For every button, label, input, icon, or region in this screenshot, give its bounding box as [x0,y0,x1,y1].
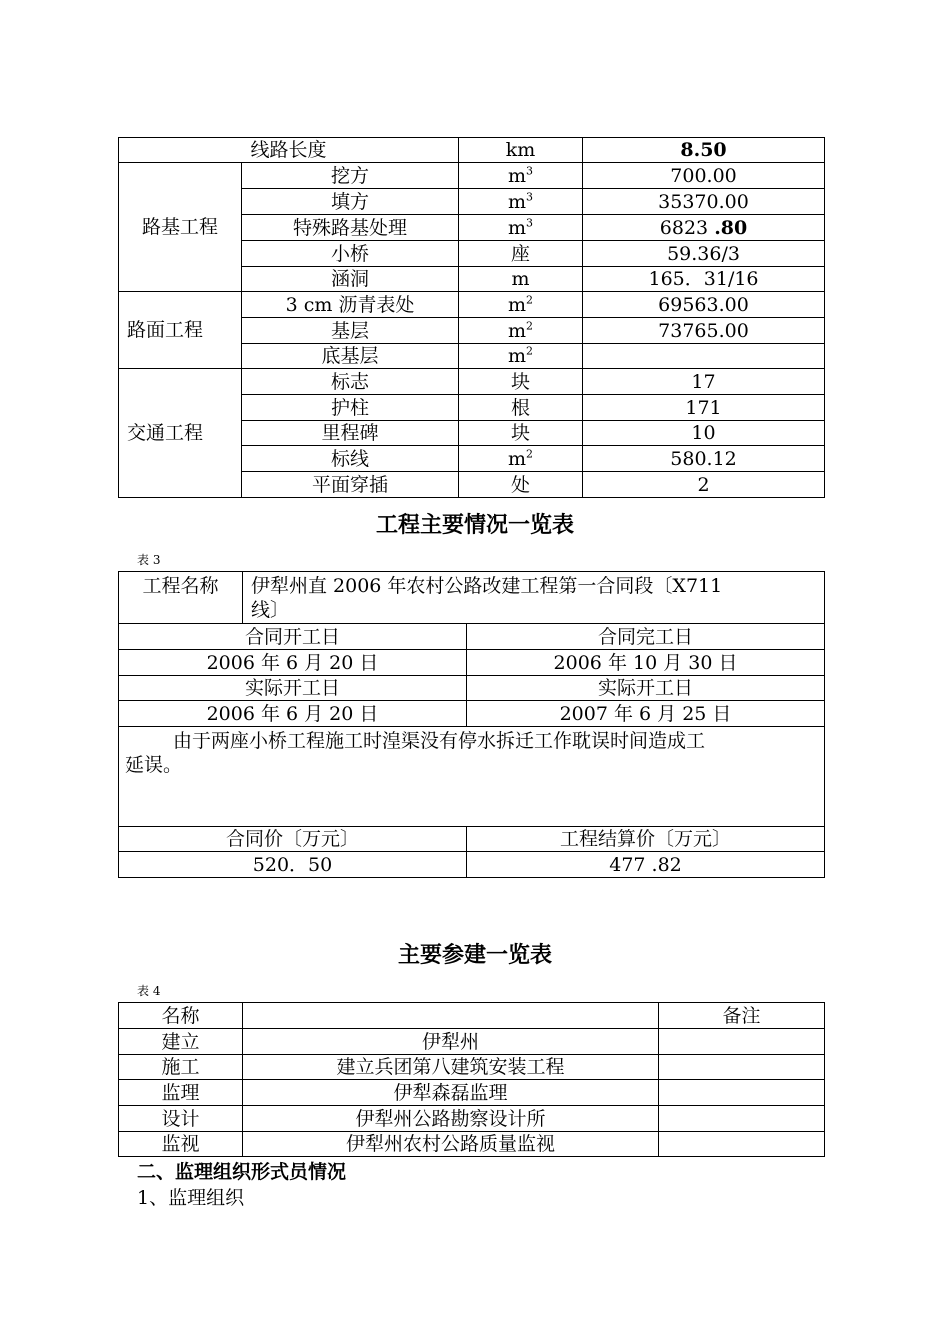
contract-end-value: 2006 年 10 月 30 日 [467,650,825,676]
participant-org: 伊犁森磊监理 [243,1080,659,1106]
project-name-value: 伊犁州直 2006 年农村公路改建工程第一合同段〔X711 线〕 [243,572,825,624]
contract-start-value: 2006 年 6 月 20 日 [119,650,467,676]
actual-start-label: 实际开工日 [119,676,467,701]
contract-end-label: 合同完工日 [467,624,825,650]
item-cell: 底基层 [242,344,459,369]
unit-cell: $m^2$ [459,292,583,318]
participants-table [118,1002,825,1157]
value-cell: 10 [583,421,825,446]
value-cell [583,344,825,369]
item-cell: 基层 [242,318,459,344]
unit-cell: $m^2$ [459,344,583,369]
actual-end-label: 实际开工日 [467,676,825,701]
unit-cell: 根 [459,395,583,421]
participant-remark [659,1029,825,1055]
item-cell: 特殊路基处理 [242,215,459,241]
item-cell: 涵洞 [242,267,459,292]
value-cell: 580.12 [583,446,825,472]
participant-org: 建立兵团第八建筑安装工程 [243,1055,659,1080]
value-cell: 165．31/16 [583,267,825,292]
value-cell: 59.36/3 [583,241,825,267]
unit-cell: $m^3$ [459,189,583,215]
value-cell: 73765.00 [583,318,825,344]
item-cell: 标志 [242,369,459,395]
participant-remark [659,1055,825,1080]
unit-cell: $m^2$ [459,318,583,344]
item-cell: 里程碑 [242,421,459,446]
participant-org: 伊犁州 [243,1029,659,1055]
actual-start-value: 2006 年 6 月 20 日 [119,701,467,727]
item-cell: 3 cm 沥青表处 [242,292,459,318]
unit-cell: $m^3$ [459,215,583,241]
settlement-price-value: 477 .82 [467,852,825,878]
unit-cell: 处 [459,472,583,498]
project-name-label: 工程名称 [119,572,243,624]
settlement-price-label: 工程结算价〔万元〕 [467,827,825,852]
unit-cell: $m^3$ [459,163,583,189]
section-title-participants: 主要参建一览表 [397,943,552,968]
project-quantities-table [118,137,825,498]
value-cell: 2 [583,472,825,498]
participant-role: 监视 [119,1132,243,1157]
route-length-label: 线路长度 [119,138,459,163]
value-cell: 17 [583,369,825,395]
header-value [243,1003,659,1029]
contract-price-value: 520．50 [119,852,467,878]
participant-remark [659,1106,825,1132]
item-cell: 填方 [242,189,459,215]
participant-role: 设计 [119,1106,243,1132]
participant-remark [659,1080,825,1106]
item-cell: 小桥 [242,241,459,267]
delay-reason-cell: 由于两座小桥工程施工时湟渠没有停水拆迁工作耽误时间造成工 延误。 [119,727,825,827]
pavement-group-label: 路面工程 [119,292,242,369]
table-label-4: 表 4 [137,984,161,998]
unit-cell: 块 [459,421,583,446]
project-overview-table [118,571,825,878]
route-length-value: 8.50 [583,138,825,163]
participant-org: 伊犁州公路勘察设计所 [243,1106,659,1132]
unit-cell: 座 [459,241,583,267]
participant-role: 建立 [119,1029,243,1055]
value-cell: 700.00 [583,163,825,189]
roadbed-group-label: 路基工程 [119,163,242,292]
section-title-overview: 工程主要情况一览表 [375,513,574,538]
unit-cell: 块 [459,369,583,395]
item-cell: 挖方 [242,163,459,189]
unit-cell: m [459,267,583,292]
item-cell: 平面穿插 [242,472,459,498]
participant-role: 监理 [119,1080,243,1106]
unit-cell: $m^2$ [459,446,583,472]
participant-org: 伊犁州农村公路质量监视 [243,1132,659,1157]
item-cell: 标线 [242,446,459,472]
contract-start-label: 合同开工日 [119,624,467,650]
actual-end-value: 2007 年 6 月 25 日 [467,701,825,727]
value-cell: 6823 .80 [583,215,825,241]
header-remark: 备注 [659,1003,825,1029]
contract-price-label: 合同价〔万元〕 [119,827,467,852]
value-cell: 35370.00 [583,189,825,215]
traffic-group-label: 交通工程 [119,369,242,498]
participant-remark [659,1132,825,1157]
item-cell: 护柱 [242,395,459,421]
participant-role: 施工 [119,1055,243,1080]
subheading-supervision-org: 1、监理组织 [137,1187,245,1209]
value-cell: 171 [583,395,825,421]
table-label-3: 表 3 [137,553,161,567]
value-cell: 69563.00 [583,292,825,318]
header-name: 名称 [119,1003,243,1029]
unit-cell: km [459,138,583,163]
section-heading-supervision: 二、监理组织形式员情况 [137,1161,347,1183]
